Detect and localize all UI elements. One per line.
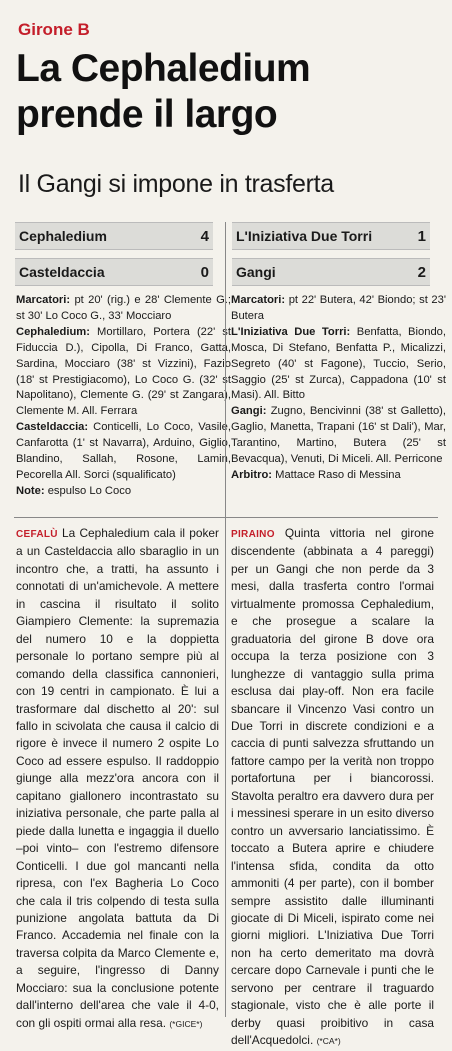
signature: (*CA*) [316,1036,341,1047]
lineup-home: L'Iniziativa Due Torri: Benfatta, Biondo, Mosca, Di Stefano, Benfatta P., Micalizzi, Segreto (40' st Fagone), Tuccio, Serio, Saggio (25' st Zurca), Cappadona (10' st Masi). All. Bitto [231,325,446,402]
dateline: PIRAINO [231,529,275,540]
article-text: Quinta vittoria nel girone discendente (abbinata a 4 pareggi) per un Gangi che non perde da 3 mesi, dalla trasferta contro l'ormai virtualmente promossa Cephaledium, e che prosegue a scalare la graduatoria del girone B dove ora occupa la terza posizione con 3 lunghezze di vantaggio sulla prima esclusa dai play-off. Non era facile sbancare il Vincenzo Vasi contro un Due Torri in discrete condizioni e a caccia di punti salvezza sfruttando un fattore campo per la verità non troppo portafortuna per i biancorossi. Stavolta peraltro era davvero dura per i messinesi sperare in un esito diverso contro un avversario lanciatissimo. È toccato a Butera aprire e chiudere l'intensa sfida, condita da otto ammoniti (4 per parte), con il bomber sempre assistito dalle illuminanti giocate di Di Miceli, ispirato come nei giorni migliori. L'Iniziativa Due Torri non ha certo demeritato ma dovrà cercare dopo Carnevale i punti che le servono per centrare il traguardo stagionale, visto che è alle porte il derby quasi proibitivo in casa dell'Acquedolci. [231,526,434,1048]
scorebox-match-1 [15,222,213,286]
article-piraino [231,525,434,1051]
score-row-away [232,258,430,286]
headline [16,46,446,138]
team-name: Casteldaccia [19,264,105,280]
dateline: CEFALÙ [16,529,58,540]
lineup-away: Casteldaccia: Conticelli, Lo Coco, Vasile, Canfarotta (1' st Navarra), Arduino, Giglio, Blandino, Sallah, Rosone, Lamin, Pecorella All. Sorci (squalificato) [16,421,231,481]
headline-line-2: prende il largo [16,93,278,136]
referee: Arbitro: Mattace Raso di Messina [231,468,401,481]
team-name: Gangi [236,264,276,280]
lineup-home: Cephaledium: Mortillaro, Portera (22' st Fiduccia D.), Cipolla, Di Franco, Gatta, Sardina, Mocciaro (38' st Vizzini), Fazio (18' st Prestigiacomo), Lo Coco G. (32' st Napolitano), Clemente G. (29' st Zangara), Clemente M. All. Ferrara [16,325,231,418]
score-row-home [232,222,430,250]
match-2-details [231,293,446,484]
scorers: Marcatori: pt 20' (rig.) e 28' Clemente G.; st 30' Lo Coco G., 33' Mocciaro [16,294,231,322]
team-score: 2 [417,263,426,281]
column-rule [225,222,226,1017]
lineup-away: Gangi: Zugno, Bencivinni (38' st Galletto), Gaglio, Manetta, Trapani (16' st Dali'), Mar, Tarantino, Martino, Butera (25' st Bevacqua), Venuti, Di Miceli. All. Perricone [231,405,447,466]
match-note: Note: espulso Lo Coco [16,484,132,497]
subheadline: Il Gangi si impone in trasferta [18,170,334,198]
team-name: L'Iniziativa Due Torri [236,228,373,244]
signature: (*GICE*) [169,1018,203,1029]
section-label: Girone B [18,20,90,39]
article-cefalu [16,525,219,1033]
scorers: Marcatori: pt 22' Butera, 42' Biondo; st 23' Butera [231,294,447,322]
headline-line-1: La Cephaledium [16,47,311,90]
scorebox-match-2 [232,222,430,286]
score-row-home [15,222,213,250]
article-text: La Cephaledium cala il poker a un Casteldaccia allo sbaraglio in un incontro che, a tratti, ha assunto i connotati di un'amichevole. A mettere in cascina il risultato il solito Giampiero Clemente: la supremazia del numero 10 e la doppietta personale lo portano sempre più al comando della classifica cannonieri, con 19 centri in campionato. È lui a trasformare dal dischetto al 20': sul fallo in scivolata che causa il calcio di rigore è invece il numero 2 ospite Lo Coco ad essere espulso. Il raddoppio giunge alla mezz'ora ancora con il capitano giallonero incontrastato su iniziativa personale, che parte palla al piede dalla lunetta e ingaggia il duello –poi vinto– con l'estremo difensore Conticelli. I due gol mancanti nella ripresa, con l'ex Bagheria Lo Coco che cala il tris colpendo di testa sulla punizione angolata battuta da Di Franco. Accademia nel finale con la traversa colpita da Marco Clemente e, a seguire, l'ingresso di Danny Mocciaro: sua la conclusione potente dall'interno dell'area che vale il 4-0, con gli ospiti ormai alla resa. [16,526,219,1030]
match-1-details [16,293,231,500]
team-score: 1 [417,227,426,245]
team-score: 4 [200,227,209,245]
team-score: 0 [200,263,209,281]
team-name: Cephaledium [19,228,107,244]
section-divider [14,517,438,518]
score-row-away [15,258,213,286]
